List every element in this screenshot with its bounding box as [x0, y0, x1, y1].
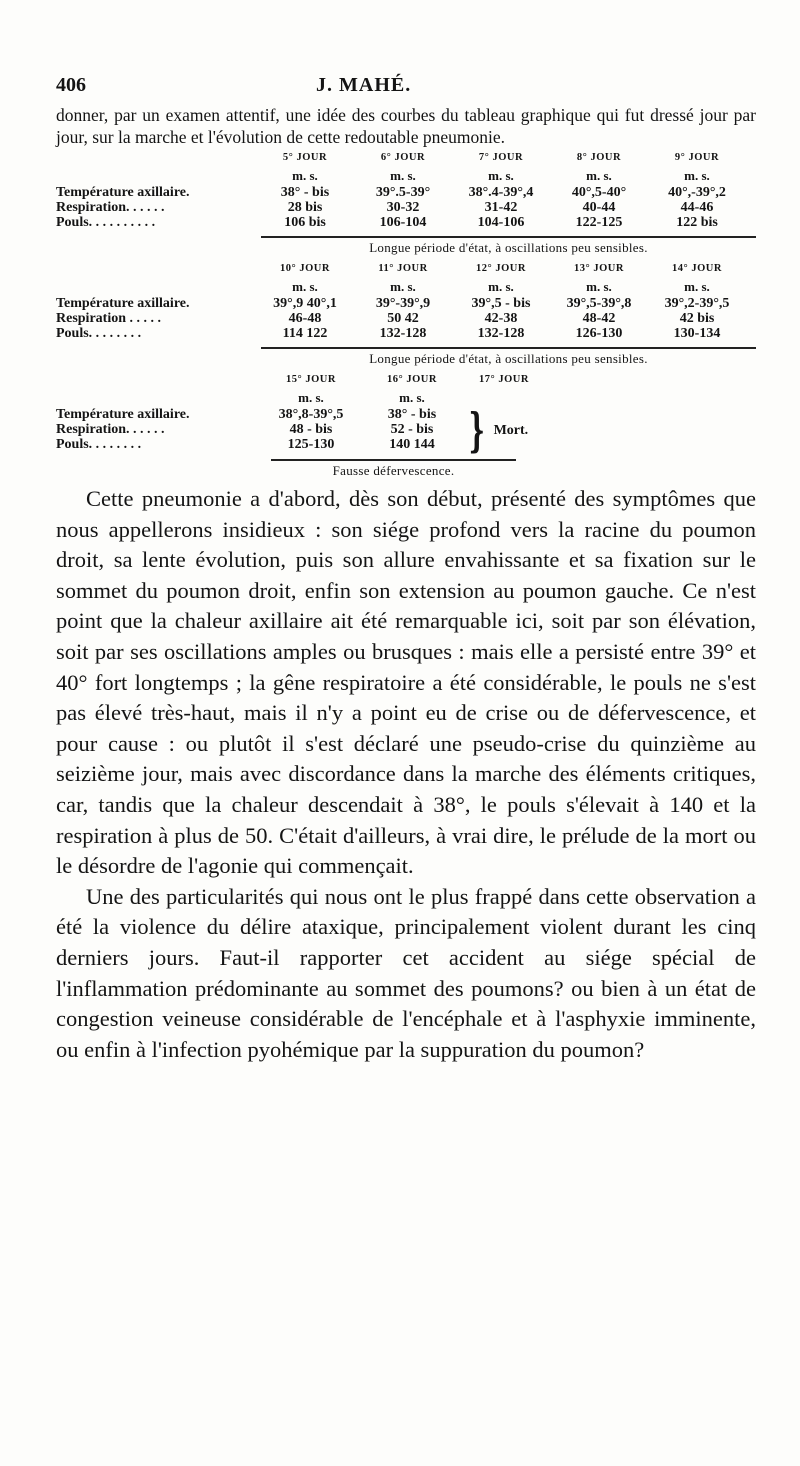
bracket-rule	[261, 236, 756, 238]
body-text	[56, 484, 756, 1065]
unit-header: m. s.	[488, 278, 514, 294]
unit-header: m. s.	[586, 278, 612, 294]
row-label: Pouls. . . . . . . .	[56, 326, 142, 341]
table-row	[56, 311, 756, 326]
running-title: J. MAHÉ.	[316, 74, 412, 96]
period-caption: Longue période d'état, à oscillations peu sensibles.	[369, 351, 648, 366]
paragraph: Cette pneumonie a d'abord, dès son début, présenté des symptômes que nous appellerons insidieux : son siége profond vers la racine du poumon droit, sa lente évolution, puis son allure envahissante et sa fixation sur le sommet du poumon droit, enfin son extension au poumon gauche. Ce n'est point que la chaleur axillaire ait été remarquable ici, soit par son élévation, soit par ses oscillations amples ou brusques : mais elle a persisté entre 39° et 40° fort longtemps ; la gêne respiratoire a été considérable, le pouls ne s'est pas élevé très-haut, mais il n'y a point eu de crise ou de défervescence, et pour cause : ou plutôt il s'est déclaré une pseudo-crise du quinzième au seizième jour, mais avec discordance dans la marche des éléments critiques, car, tandis que la chaleur descendait à 38°, le pouls s'élevait à 140 et la respiration à plus de 50. C'était d'ailleurs, à vrai dire, le prélude de la mort ou le désordre de l'agonie qui commençait.	[56, 486, 756, 879]
cell: 50 42	[387, 311, 419, 326]
paragraph: Une des particularités qui nous ont le plus frappé dans cette observation a été la violence du délire ataxique, principalement violent durant les cinq derniers jours. Faut-il rapporter cet accident au siége spécial de l'inflammation prédominante au sommet des poumons? ou bien à un état de congestion veineuse considérable de l'encéphale et à l'asphyxie imminente, ou enfin à l'infection pyohémique par la suppuration du poumon?	[56, 883, 756, 1062]
intro-text: donner, par un examen attentif, une idée des courbes du tableau graphique qui fut dressé jour par jour, sur la marche et l'évolution de cette redoutable pneumonie.	[56, 105, 756, 147]
table-row	[56, 407, 458, 422]
period-caption: Fausse défervescence.	[332, 463, 455, 478]
cell: 106-104	[379, 215, 427, 230]
day-header: 11° JOUR	[378, 263, 428, 274]
table-row	[56, 437, 458, 452]
cell: 46-48	[288, 311, 322, 326]
day-header: 6° JOUR	[380, 152, 426, 163]
cell: 38° - bis	[387, 407, 437, 422]
cell: 106 bis	[284, 215, 326, 230]
cell: 130-134	[673, 326, 721, 341]
day-header: 15° JOUR	[286, 374, 336, 385]
cell: 126-130	[575, 326, 623, 341]
day-header: 5° JOUR	[282, 152, 328, 163]
cell: 42-38	[484, 311, 518, 326]
cell: 122 bis	[676, 215, 718, 230]
day-header: 16° JOUR	[387, 374, 437, 385]
cell: 52 - bis	[390, 422, 434, 437]
cell: 39°,2-39°,5	[664, 296, 730, 311]
cell: 38°.4-39°,4	[468, 185, 534, 200]
day-header: 14° JOUR	[672, 263, 722, 274]
cell: 114 122	[282, 326, 328, 341]
row-label: Respiration. . . . . .	[56, 200, 165, 215]
period-caption: Longue période d'état, à oscillations peu sensibles.	[369, 240, 648, 255]
cell: 30-32	[386, 200, 420, 215]
cell: 132-128	[477, 326, 525, 341]
page-number: 406	[56, 74, 86, 96]
unit-header: m. s.	[586, 167, 612, 183]
running-header	[56, 74, 756, 104]
row-label: Respiration. . . . . .	[56, 422, 165, 437]
cell: 39°,5-39°,8	[566, 296, 632, 311]
table-row	[56, 185, 756, 200]
outcome-label: Mort.	[493, 422, 529, 438]
bracket-rule	[261, 347, 756, 349]
temperature-table-2	[56, 259, 756, 366]
unit-header: m. s.	[390, 278, 416, 294]
cell: 44-46	[680, 200, 714, 215]
cell: 40°,5-40°	[571, 185, 627, 200]
row-label: Pouls. . . . . . . .	[56, 437, 142, 452]
table-row	[56, 422, 458, 437]
outcome-note	[462, 403, 529, 457]
cell: 122-125	[575, 215, 623, 230]
cell: 38°,8-39°,5	[278, 407, 344, 422]
temperature-table-3	[56, 370, 756, 478]
cell: 48-42	[582, 311, 616, 326]
row-label: Respiration . . . . .	[56, 311, 161, 326]
day-header: 17° JOUR	[479, 374, 529, 385]
unit-header: m. s.	[292, 167, 318, 183]
table-row	[56, 215, 756, 230]
cell: 42 bis	[679, 311, 715, 326]
row-label: Température axillaire.	[56, 185, 190, 200]
day-header: 13° JOUR	[574, 263, 624, 274]
day-header: 10° JOUR	[280, 263, 330, 274]
cell: 39°-39°,9	[375, 296, 431, 311]
temperature-table-1	[56, 148, 756, 255]
row-label: Température axillaire.	[56, 296, 190, 311]
cell: 48 - bis	[289, 422, 333, 437]
cell: 39°,9 40°,1	[273, 296, 337, 311]
brace-icon: }	[468, 403, 485, 457]
unit-header: m. s.	[292, 278, 318, 294]
unit-header: m. s.	[399, 389, 425, 405]
unit-header: m. s.	[684, 278, 710, 294]
day-header: 12° JOUR	[476, 263, 526, 274]
cell: 38° - bis	[280, 185, 330, 200]
cell: 31-42	[484, 200, 518, 215]
row-label: Pouls. . . . . . . . . .	[56, 215, 156, 230]
page	[56, 74, 756, 1065]
cell: 28 bis	[287, 200, 323, 215]
unit-header: m. s.	[390, 167, 416, 183]
unit-header: m. s.	[298, 389, 324, 405]
table-row	[56, 326, 756, 341]
bracket-rule	[271, 459, 516, 461]
day-header: 8° JOUR	[576, 152, 622, 163]
cell: 40°,-39°,2	[668, 185, 726, 200]
day-header: 7° JOUR	[478, 152, 524, 163]
cell: 39°,5 - bis	[471, 296, 531, 311]
table-row	[56, 200, 756, 215]
cell: 39°.5-39°	[375, 185, 431, 200]
row-label: Température axillaire.	[56, 407, 190, 422]
cell: 125-130	[287, 437, 335, 452]
table-row	[56, 296, 756, 311]
unit-header: m. s.	[488, 167, 514, 183]
day-header: 9° JOUR	[674, 152, 720, 163]
unit-header: m. s.	[684, 167, 710, 183]
cell: 104-106	[477, 215, 525, 230]
cell: 40-44	[582, 200, 616, 215]
cell: 140 144	[389, 437, 435, 452]
cell: 132-128	[379, 326, 427, 341]
